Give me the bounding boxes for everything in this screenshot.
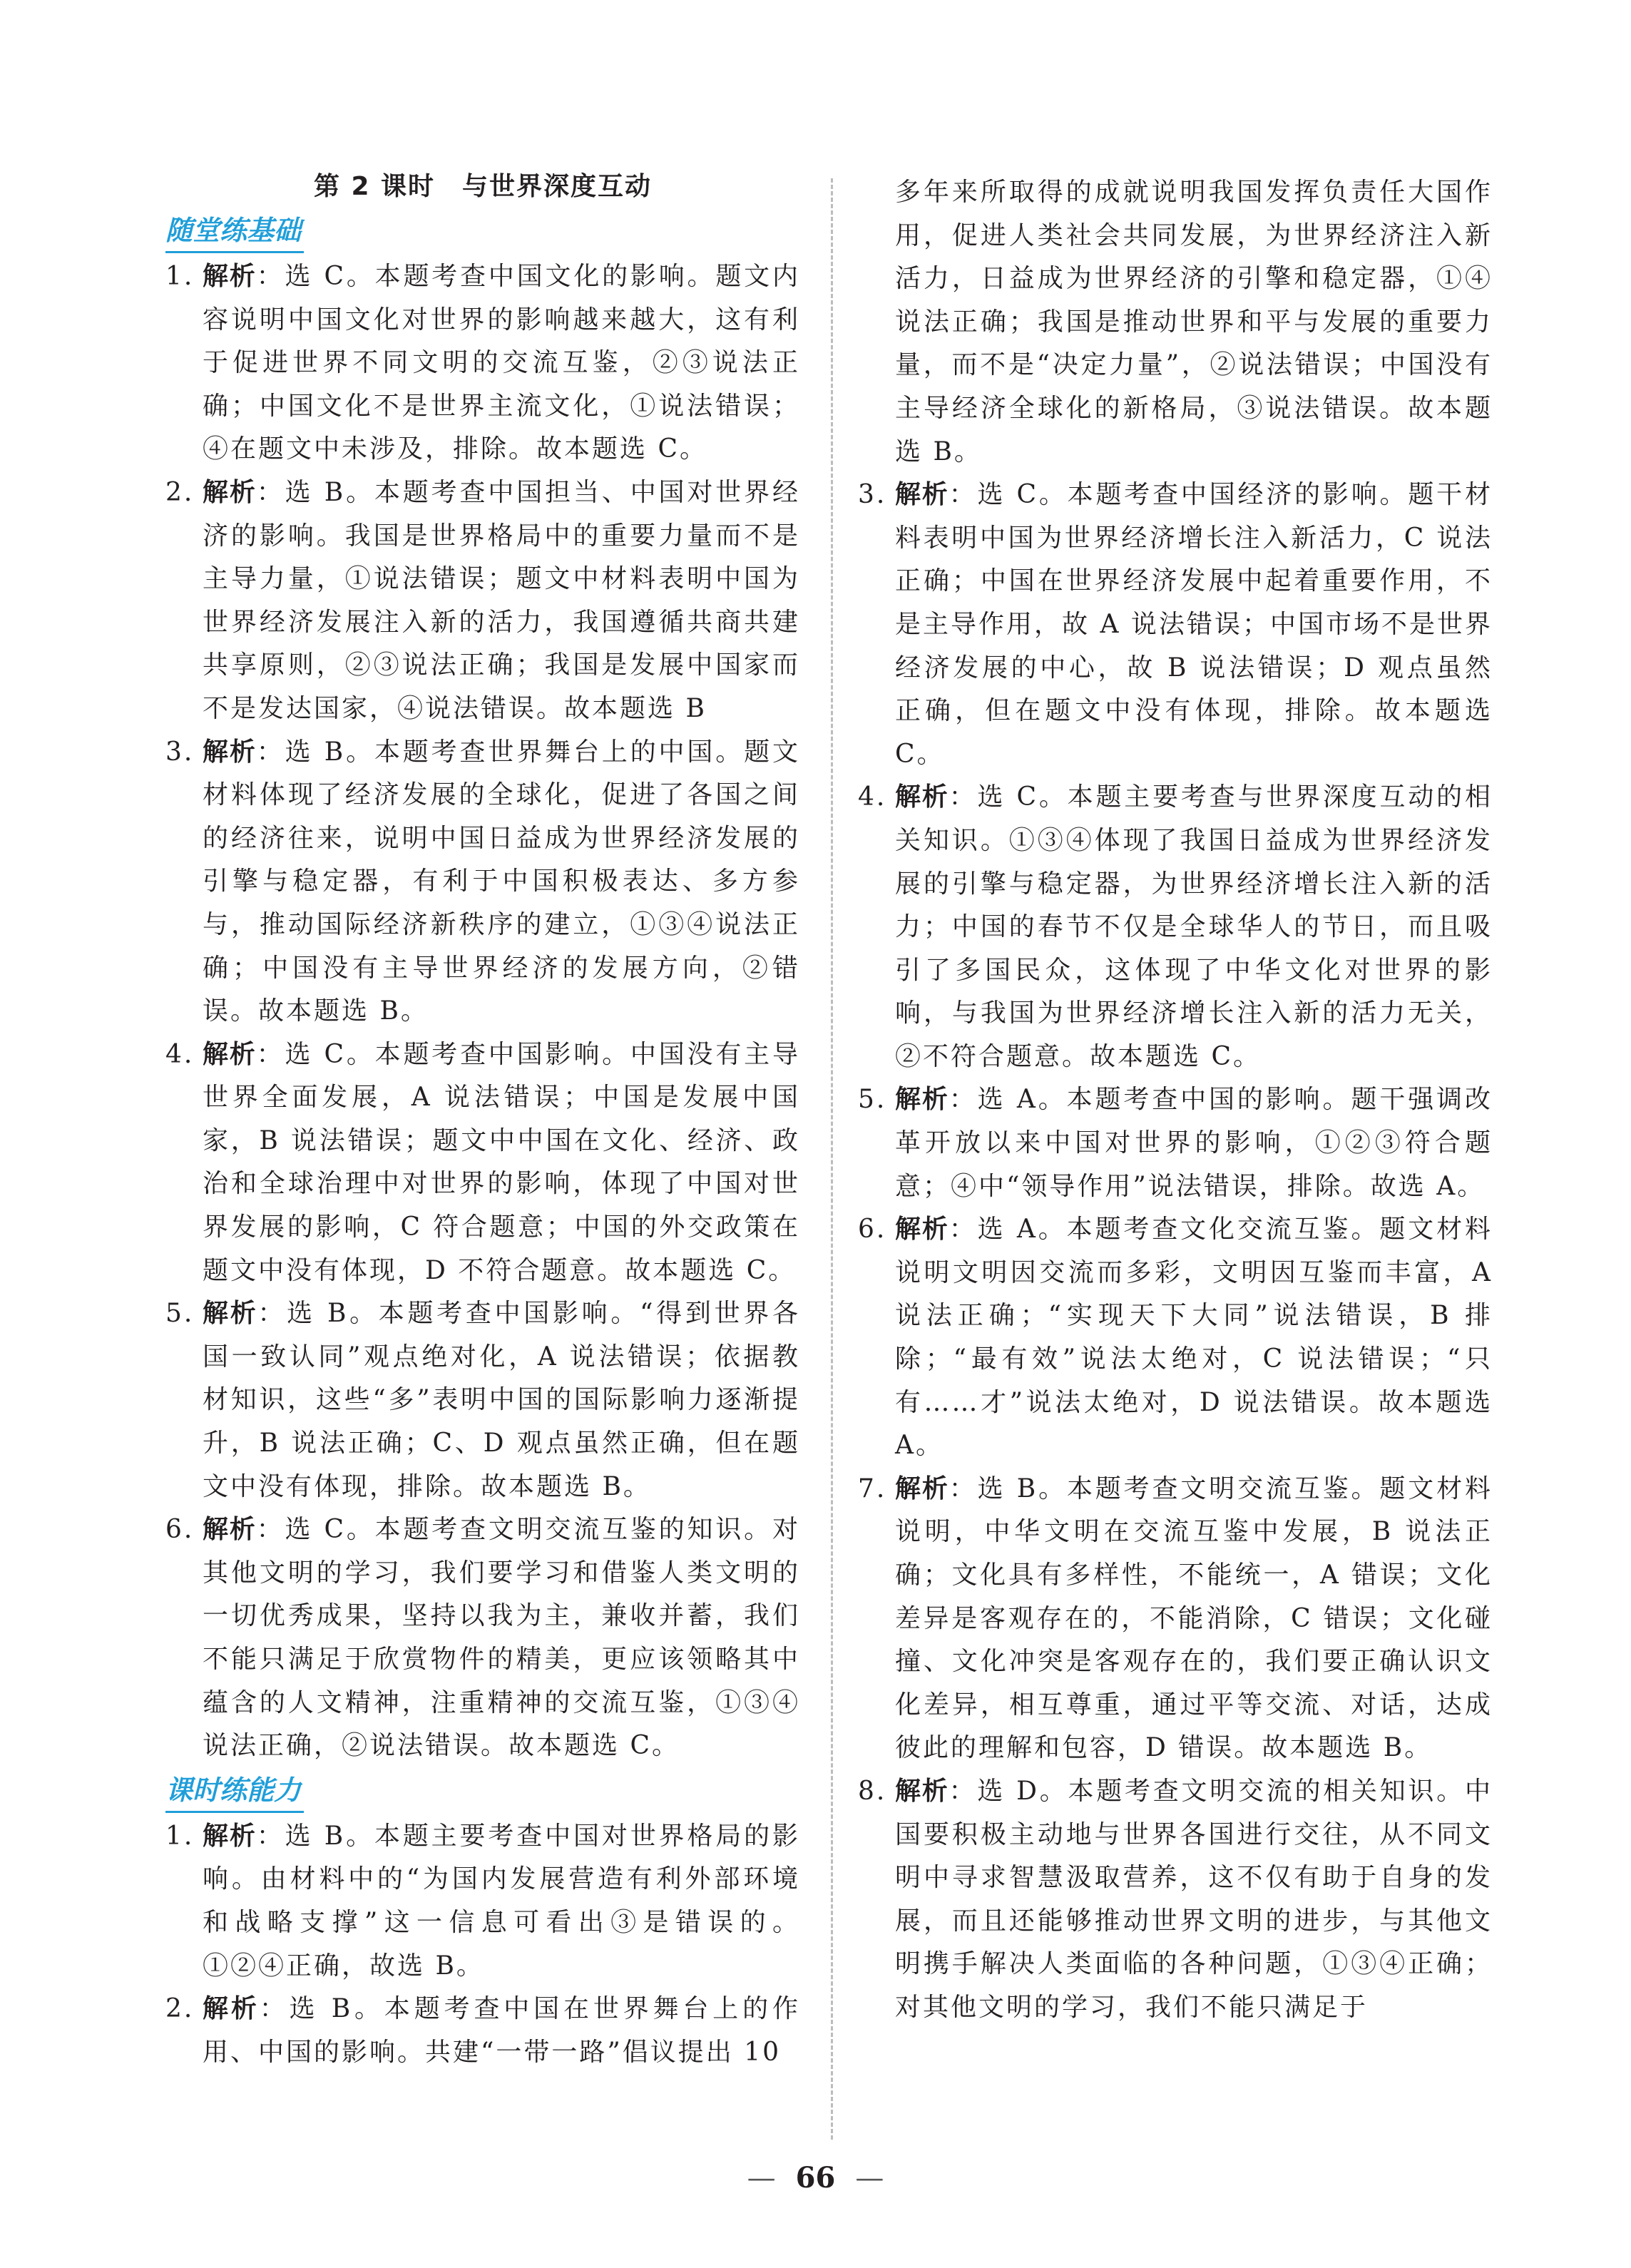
answer-label: 解析 [203,737,257,767]
answer-item: 1. 解析：选 C。本题考查中国文化的影响。题文内容说明中国文化对世界的影响越来越大，这有利于促进世界不同文明的交流互鉴，②③说法正确；中国文化不是世界主流文化，①说法错误；④在题文中未涉及，排除。故本题选 C。 [165,255,800,471]
item-number: 5. [858,1085,887,1115]
answer-text: 选 C。本题主要考查与世界深度互动的相关知识。①③④体现了我国日益成为世界经济发展的引擎与稳定器，为世界经济增长注入新的活力；中国的春节不仅是全球华人的节日，而且吸引了多国民众，这体现了中华文化对世界的影响，与我国为世界经济增长注入新的活力无关，②不符合题意。故本题选 C。 [895,782,1493,1071]
answer-text: 选 B。本题考查中国在世界舞台上的作用、中国的影响。共建“一带一路”倡议提出 10 [203,1994,800,2067]
lesson-title: 第 2 课时 与世界深度互动 [313,172,653,201]
page-number-value: 66 [795,2161,836,2195]
item-number: 5. [165,1299,195,1329]
section-practice-ability: 课时练能力 [165,1769,304,1813]
section-heading-wrap [165,210,800,252]
answer-item: 5. 解析：选 A。本题考查中国的影响。题干强调改革开放以来中国对世界的影响，①②③符合题意；④中“领导作用”说法错误，排除。故选 A。 [858,1078,1493,1208]
item-number: 6. [858,1215,887,1245]
answer-item: 2. 解析：选 B。本题考查中国在世界舞台上的作用、中国的影响。共建“一带一路”倡议提出 10 [165,1988,800,2074]
answer-item: 7. 解析：选 B。本题考查文明交流互鉴。题文材料说明，中华文明在交流互鉴中发展，B 说法正确；文化具有多样性，不能统一，A 错误；文化差异是客观存在的，不能消除，C 错误；文化碰撞、文化冲突是客观存在的，我们要正确认识文化差异，相互尊重，通过平等交流、对话，达成彼此的理解和包容，D 错误。故本题选 B。 [858,1468,1493,1770]
answer-text: 选 B。本题考查中国影响。“得到世界各国一致认同”观点绝对化，A 说法错误；依据教材知识，这些“多”表明中国的国际影响力逐渐提升，B 说法正确；C、D 观点虽然正确，但在题文中没有体现，排除。故本题选 B。 [203,1299,800,1501]
answer-text: 选 B。本题主要考查中国对世界格局的影响。由材料中的“为国内发展营造有利外部环境和战略支撑”这一信息可看出③是错误的。①②④正确，故选 B。 [203,1821,800,1981]
left-column [165,165,800,2074]
answer-item: 4. 解析：选 C。本题考查中国影响。中国没有主导世界全面发展，A 说法错误；中国是发展中国家，B 说法错误；题文中中国在文化、经济、政治和全球治理中对世界的影响，体现了中国对世界发展的影响，C 符合题意；中国的外交政策在题文中没有体现，D 不符合题意。故本题选 C。 [165,1033,800,1293]
item-number: 2. [165,477,195,507]
item-number: 3. [858,480,887,510]
answer-text: 选 C。本题考查中国经济的影响。题干材料表明中国为世界经济增长注入新活力，C 说法正确；中国在世界经济发展中起着重要作用，不是主导作用，故 A 说法错误；中国市场不是世界经济发展的中心，故 B 说法错误；D 观点虽然正确，但在题文中没有体现，排除。故本题选 C。 [895,480,1493,769]
answer-text: 选 C。本题考查中国影响。中国没有主导世界全面发展，A 说法错误；中国是发展中国家，B 说法错误；题文中中国在文化、经济、政治和全球治理中对世界的影响，体现了中国对世界发展的影响，C 符合题意；中国的外交政策在题文中没有体现，D 不符合题意。故本题选 C。 [203,1039,800,1285]
item-number: 4. [165,1039,195,1069]
page-number-dash: — [855,2162,884,2195]
answer-item: 4. 解析：选 C。本题主要考查与世界深度互动的相关知识。①③④体现了我国日益成为世界经济发展的引擎与稳定器，为世界经济增长注入新的活力；中国的春节不仅是全球华人的节日，而且吸引了多国民众，这体现了中华文化对世界的影响，与我国为世界经济增长注入新的活力无关，②不符合题意。故本题选 C。 [858,776,1493,1078]
item-number: 3. [165,737,195,767]
answer-text: 选 C。本题考查文明交流互鉴的知识。对其他文明的学习，我们要学习和借鉴人类文明的一切优秀成果，坚持以我为主，兼收并蓄，我们不能只满足于欣赏物件的精美，更应该领略其中蕴含的人文精神，注重精神的交流互鉴，①③④说法正确，②说法错误。故本题选 C。 [203,1515,800,1761]
page-number-dash: — [747,2162,776,2195]
answer-text: 选 A。本题考查中国的影响。题干强调改革开放以来中国对世界的影响，①②③符合题意；④中“领导作用”说法错误，排除。故选 A。 [895,1085,1493,1201]
column-divider [831,178,833,2140]
answer-label: 解析 [203,1299,258,1329]
answer-label: 解析 [203,1994,260,2024]
right-column [858,171,1493,2030]
answer-label: 解析 [203,262,257,291]
answer-text: 选 B。本题考查世界舞台上的中国。题文材料体现了经济发展的全球化，促进了各国之间的经济往来，说明中国日益成为世界经济发展的引擎与稳定器，有利于中国积极表达、多方参与，推动国际经济新秩序的建立，①③④说法正确；中国没有主导世界经济的发展方向，②错误。故本题选 B。 [203,737,800,1026]
answer-label: 解析 [895,782,949,812]
answer-label: 解析 [895,1215,949,1245]
item-number: 4. [858,782,887,812]
ability-answer-list [165,1815,800,2075]
section-practice-basic: 随堂练基础 [165,210,304,253]
section-heading-wrap [165,1769,800,1812]
page-number [0,2161,1631,2195]
answer-continuation [858,171,1493,474]
answer-item: 6. 解析：选 A。本题考查文化交流互鉴。题文材料说明文明因交流而多彩，文明因互鉴而丰富，A 说法正确；“实现天下大同”说法错误，B 排除；“最有效”说法太绝对，C 说法错误；“只有……才”说法太绝对，D 说法错误。故本题选 A。 [858,1208,1493,1468]
answer-label: 解析 [203,1515,257,1545]
answer-text: 选 A。本题考查文化交流互鉴。题文材料说明文明因交流而多彩，文明因互鉴而丰富，A 说法正确；“实现天下大同”说法错误，B 排除；“最有效”说法太绝对，C 说法错误；“只有……才”说法太绝对，D 说法错误。故本题选 A。 [895,1215,1493,1461]
answer-item: 5. 解析：选 B。本题考查中国影响。“得到世界各国一致认同”观点绝对化，A 说法错误；依据教材知识，这些“多”表明中国的国际影响力逐渐提升，B 说法正确；C、D 观点虽然正确，但在题文中没有体现，排除。故本题选 B。 [165,1292,800,1508]
item-number: 2. [165,1994,195,2024]
item-number: 8. [858,1776,887,1806]
answer-label: 解析 [203,1039,257,1069]
answer-item: 8. 解析：选 D。本题考查文明交流的相关知识。中国要积极主动地与世界各国进行交往，从不同文明中寻求智慧汲取营养，这不仅有助于自身的发展，而且还能够推动世界文明的进步，与其他文明携手解决人类面临的各种问题，①③④正确；对其他文明的学习，我们不能只满足于 [858,1770,1493,2030]
answer-text: 选 B。本题考查文明交流互鉴。题文材料说明，中华文明在交流互鉴中发展，B 说法正确；文化具有多样性，不能统一，A 错误；文化差异是客观存在的，不能消除，C 错误；文化碰撞、文化冲突是客观存在的，我们要正确认识文化差异，相互尊重，通过平等交流、对话，达成彼此的理解和包容，D 错误。故本题选 B。 [895,1473,1493,1763]
answer-item: 1. 解析：选 B。本题主要考查中国对世界格局的影响。由材料中的“为国内发展营造有利外部环境和战略支撑”这一信息可看出③是错误的。①②④正确，故选 B。 [165,1815,800,1988]
answer-label: 解析 [203,1821,257,1851]
item-number: 7. [858,1473,887,1503]
answer-text: 多年来所取得的成就说明我国发挥负责任大国作用，促进人类社会共同发展，为世界经济注入新活力，日益成为世界经济的引擎和稳定器，①④说法正确；我国是推动世界和平与发展的重要力量，而不是“决定力量”，②说法错误；中国没有主导经济全球化的新格局，③说法错误。故本题选 B。 [895,178,1493,466]
answer-item: 6. 解析：选 C。本题考查文明交流互鉴的知识。对其他文明的学习，我们要学习和借鉴人类文明的一切优秀成果，坚持以我为主，兼收并蓄，我们不能只满足于欣赏物件的精美，更应该领略其中蕴含的人文精神，注重精神的交流互鉴，①③④说法正确，②说法错误。故本题选 C。 [165,1508,800,1768]
answer-text: 选 C。本题考查中国文化的影响。题文内容说明中国文化对世界的影响越来越大，这有利于促进世界不同文明的交流互鉴，②③说法正确；中国文化不是世界主流文化，①说法错误；④在题文中未涉及，排除。故本题选 C。 [203,262,800,464]
answer-text: 选 B。本题考查中国担当、中国对世界经济的影响。我国是世界格局中的重要力量而不是主导力量，①说法错误；题文中材料表明中国为世界经济发展注入新的活力，我国遵循共商共建共享原则，②③说法正确；我国是发展中国家而不是发达国家，④说法错误。故本题选 B [203,477,800,723]
item-number: 6. [165,1515,195,1545]
answer-label: 解析 [895,1776,949,1806]
item-number: 1. [165,262,195,291]
answer-label: 解析 [895,1085,949,1115]
answer-label: 解析 [203,477,257,507]
basic-answer-list [165,255,800,1768]
answer-item: 2. 解析：选 B。本题考查中国担当、中国对世界经济的影响。我国是世界格局中的重要力量而不是主导力量，①说法错误；题文中材料表明中国为世界经济发展注入新的活力，我国遵循共商共建共享原则，②③说法正确；我国是发展中国家而不是发达国家，④说法错误。故本题选 B [165,471,800,731]
answer-label: 解析 [895,1473,949,1503]
answer-text: 选 D。本题考查文明交流的相关知识。中国要积极主动地与世界各国进行交往，从不同文明中寻求智慧汲取营养，这不仅有助于自身的发展，而且还能够推动世界文明的进步，与其他文明携手解决人类面临的各种问题，①③④正确；对其他文明的学习，我们不能只满足于 [895,1776,1493,2022]
answer-item: 3. 解析：选 C。本题考查中国经济的影响。题干材料表明中国为世界经济增长注入新活力，C 说法正确；中国在世界经济发展中起着重要作用，不是主导作用，故 A 说法错误；中国市场不是世界经济发展的中心，故 B 说法错误；D 观点虽然正确，但在题文中没有体现，排除。故本题选 C。 [858,474,1493,776]
answer-label: 解析 [895,480,949,510]
answer-item: 3. 解析：选 B。本题考查世界舞台上的中国。题文材料体现了经济发展的全球化，促进了各国之间的经济往来，说明中国日益成为世界经济发展的引擎与稳定器，有利于中国积极表达、多方参与，推动国际经济新秩序的建立，①③④说法正确；中国没有主导世界经济的发展方向，②错误。故本题选 B。 [165,731,800,1033]
item-number: 1. [165,1821,195,1851]
